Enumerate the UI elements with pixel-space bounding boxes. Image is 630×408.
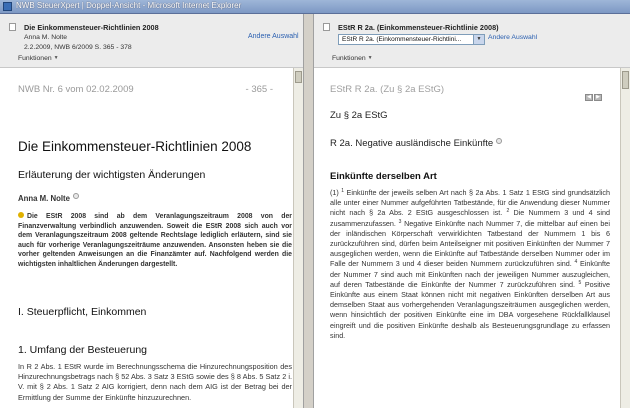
left-document-content	[0, 68, 303, 408]
article-lead-text: Die EStR 2008 sind ab dem Veranlagungszeitraum 2008 von der Finanzverwaltung verbindlich anzuwenden. Soweit die EStR 2008 sich auch vor dem Veranlagungszeitraum 2008 geltende Rechtslage lediglich erläutern, sind sie auch für vorherige Veranlagungszeiträume anzuwenden. Ansonsten heben sie die vorher geltenden Anweisungen an die Finanzämter auf. Nachfolgend werden die wichtigsten inhaltlichen Änderungen dargestellt.	[18, 213, 292, 268]
paragraph-text: (1)	[330, 188, 342, 197]
paragraph-text: Positive Einkünfte aus einem Staat können nicht mit negativen Einkünften derselben Art aus demselben Staat aus vorhergehenden Veranlagungszeiträumen ausgeglichen werden, wenn hinsichtlich der positiven Einkünfte eine im DBA vorgesehene Rückfallklausel eingreift und die positiven Einkünfte deshalb als Besteuerungsgrundlage zu erfassen sind.	[330, 279, 610, 340]
sentence-number: 5	[578, 279, 582, 286]
paragraph-text: Einkünfte der Nummer 7 sind auch mit Einkünften nach der jeweiligen Nummer auszugleichen, auf deren Tatbestände die Einkünfte der Nummer 7 zurückzuführen sind.	[330, 259, 610, 289]
article-author	[18, 193, 79, 203]
right-document-pane	[314, 14, 630, 408]
left-doc-title: Die Einkommensteuer-Richtlinien 2008	[24, 23, 159, 32]
norm-section-heading: Einkünfte derselben Art	[330, 171, 437, 182]
document-select-value: EStR R 2a. (Einkommensteuer-Richtlini...	[342, 36, 462, 43]
sentence-number: 1	[341, 188, 345, 194]
left-doc-author: Anna M. Nolte	[24, 34, 68, 41]
left-functions-label: Funktionen	[18, 55, 52, 62]
sentence-number: 3	[398, 218, 402, 225]
norm-title	[330, 138, 502, 149]
left-doc-meta: 2.2.2009, NWB 6/2009 S. 365 - 378	[24, 44, 132, 51]
article-lead	[18, 212, 292, 270]
norm-reference: Zu § 2a EStG	[330, 110, 388, 121]
paragraph-text: Die Nummern 3 und 4 sind zusammenzufassen.	[330, 208, 610, 228]
paragraph-1: In R 2 Abs. 1 EStR wurde im Berechnungsschema die Hinzurechnungsposition des Hinzurechnungsbetrags nach § 52 Abs. 3 Satz 3 EStG sowie des § 8 Abs. 5 Satz 2 i. V. mit § 2 Abs. 1 Satz 2 AIG korrigiert, denn nach dem AIG ist der Betrag bei der Ermittlung der Summe der Einkünfte hinzuzurechnen.	[18, 362, 292, 402]
right-document-content	[314, 68, 630, 408]
info-circle-icon[interactable]	[73, 193, 79, 199]
chevron-down-icon: ▼	[53, 55, 59, 61]
sentence-number: 4	[574, 259, 578, 266]
document-select[interactable]	[338, 34, 485, 45]
left-document-pane	[0, 14, 303, 408]
left-functions-menu[interactable]	[18, 55, 59, 62]
issue-label: NWB Nr. 6 vom 02.02.2009	[18, 84, 134, 95]
right-pane-header	[314, 14, 630, 68]
prev-arrow-icon[interactable]: ◀	[585, 94, 593, 101]
norm-title-text: R 2a. Negative ausländische Einkünfte	[330, 138, 494, 149]
document-icon	[323, 23, 330, 31]
section-heading-1-1: 1. Umfang der Besteuerung	[18, 344, 147, 356]
info-circle-icon[interactable]	[496, 138, 502, 144]
document-icon	[9, 23, 16, 31]
norm-paragraph-1	[330, 188, 610, 341]
norm-header: EStR R 2a. (Zu § 2a EStG)	[330, 84, 445, 95]
issue-line	[18, 84, 273, 95]
paragraph-text: Einkünfte der jeweils selben Art nach § 2a Abs. 1 Satz 1 EStG sind grundsätzlich alle unter einer Nummer aufgeführten Tatbestände, für die Anwendung dieser Nummer nicht nach § 2a Abs. 2 EStG ausgeschlossen ist.	[330, 188, 610, 218]
right-change-selection-link[interactable]: Andere Auswahl	[488, 34, 538, 41]
sentence-number: 2	[506, 208, 510, 215]
left-scrollbar-thumb[interactable]	[295, 71, 302, 83]
page-number: - 365 -	[245, 84, 273, 95]
ie-page-icon	[3, 2, 12, 11]
chevron-down-icon: ▼	[367, 55, 373, 61]
article-subtitle: Erläuterung der wichtigsten Änderungen	[18, 169, 206, 181]
right-doc-title: EStR R 2a. (Einkommensteuer-Richtlinie 2008)	[338, 23, 499, 32]
bullet-icon	[18, 212, 24, 218]
article-author-name: Anna M. Nolte	[18, 194, 70, 203]
chevron-down-icon[interactable]: ▼	[473, 35, 484, 44]
right-functions-label: Funktionen	[332, 55, 366, 62]
pane-divider[interactable]	[303, 14, 314, 408]
left-pane-header	[0, 14, 303, 68]
right-functions-menu[interactable]	[332, 55, 373, 62]
paragraph-text: Negative Einkünfte nach Nummer 7, die mittelbar auf einen bei der inländischen Körperschaft verwirklichten Tatbestand der Nummern 1 bis 6 zurückzuführen sind, dürfen beim Anteilseigner mit positiven Einkünften der Nummer 7 ausgeglichen werden, wenn die Einkünfte auf Tatbestände derselben Nummer oder im Falle der Nummern 3 und 4 dieser beiden Nummern zurückzuführen sind.	[330, 218, 610, 269]
doc-nav-buttons	[584, 85, 602, 103]
left-scrollbar[interactable]	[293, 68, 303, 408]
article-title: Die Einkommensteuer-Richtlinien 2008	[18, 139, 252, 154]
next-arrow-icon[interactable]: ▶	[594, 94, 602, 101]
right-scrollbar-thumb[interactable]	[622, 71, 629, 89]
left-change-selection-link[interactable]: Andere Auswahl	[248, 33, 299, 40]
right-scrollbar[interactable]	[620, 68, 630, 408]
window-title: NWB SteuerXpert | Doppel-Ansicht - Microsoft Internet Explorer	[16, 1, 242, 10]
section-heading-1: I. Steuerpflicht, Einkommen	[18, 306, 147, 318]
window-title-bar	[0, 0, 630, 14]
